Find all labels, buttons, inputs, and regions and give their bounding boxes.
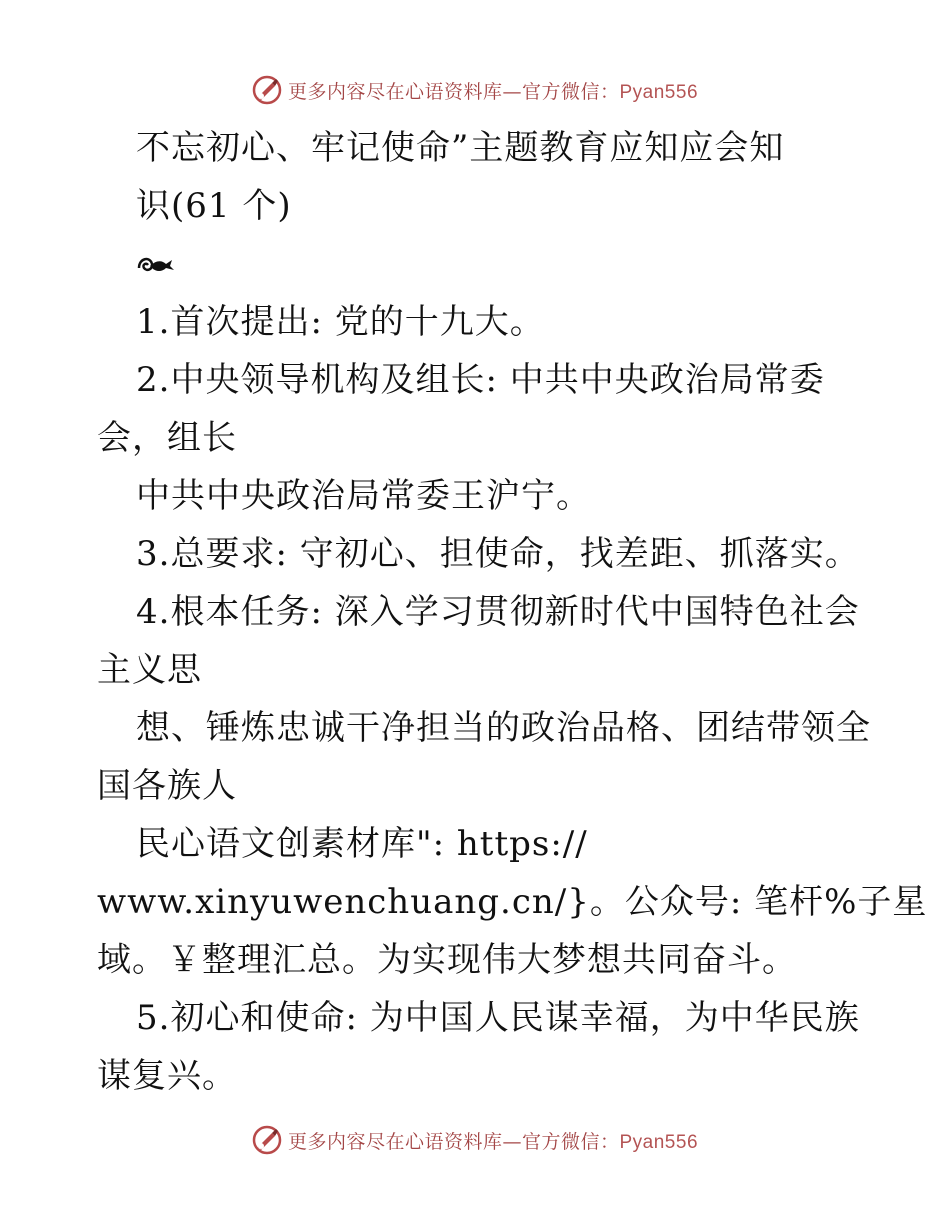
brush-logo-icon [252, 75, 282, 105]
banner-text: 更多内容尽在心语资料库—官方微信：Pyan556 [287, 1130, 699, 1153]
item-4-line-4: 国各族人 [97, 766, 237, 806]
footer-watermark-banner [0, 1120, 950, 1160]
title-line-2: 识(61 个) [136, 186, 292, 226]
item-4-line-5: 民心语文创素材库": https:// [136, 824, 588, 864]
brush-logo-icon [252, 1125, 282, 1155]
item-4-line-6: www.xinyuwenchuang.cn/}。公众号: 笔杆%子星 [97, 882, 928, 922]
item-2-line-2: 会，组长 [97, 418, 237, 458]
banner-text: 更多内容尽在心语资料库—官方微信：Pyan556 [287, 80, 699, 103]
header-watermark-banner [0, 70, 950, 110]
item-2-line-3: 中共中央政治局常委王沪宁。 [136, 476, 591, 516]
title-line-1: 不忘初心、牢记使命”主题教育应知应会知 [136, 128, 785, 168]
item-4-line-7: 域。￥整理汇总。为实现伟大梦想共同奋斗。 [97, 940, 797, 980]
item-5-line-1: 5.初心和使命: 为中国人民谋幸福，为中华民族 [136, 998, 860, 1038]
item-4-line-2: 主义思 [97, 650, 202, 690]
item-4-line-3: 想、锤炼忠诚干净担当的政治品格、团结带领全 [136, 708, 871, 748]
item-3: 3.总要求: 守初心、担使命，找差距、抓落实。 [136, 534, 860, 574]
fleuron-ornament-icon [136, 250, 176, 280]
item-5-line-2: 谋复兴。 [97, 1056, 237, 1096]
item-1: 1.首次提出: 党的十九大。 [136, 302, 545, 342]
item-4-line-1: 4.根本任务: 深入学习贯彻新时代中国特色社会 [136, 592, 860, 632]
item-2-line-1: 2.中央领导机构及组长: 中共中央政治局常委 [136, 360, 825, 400]
